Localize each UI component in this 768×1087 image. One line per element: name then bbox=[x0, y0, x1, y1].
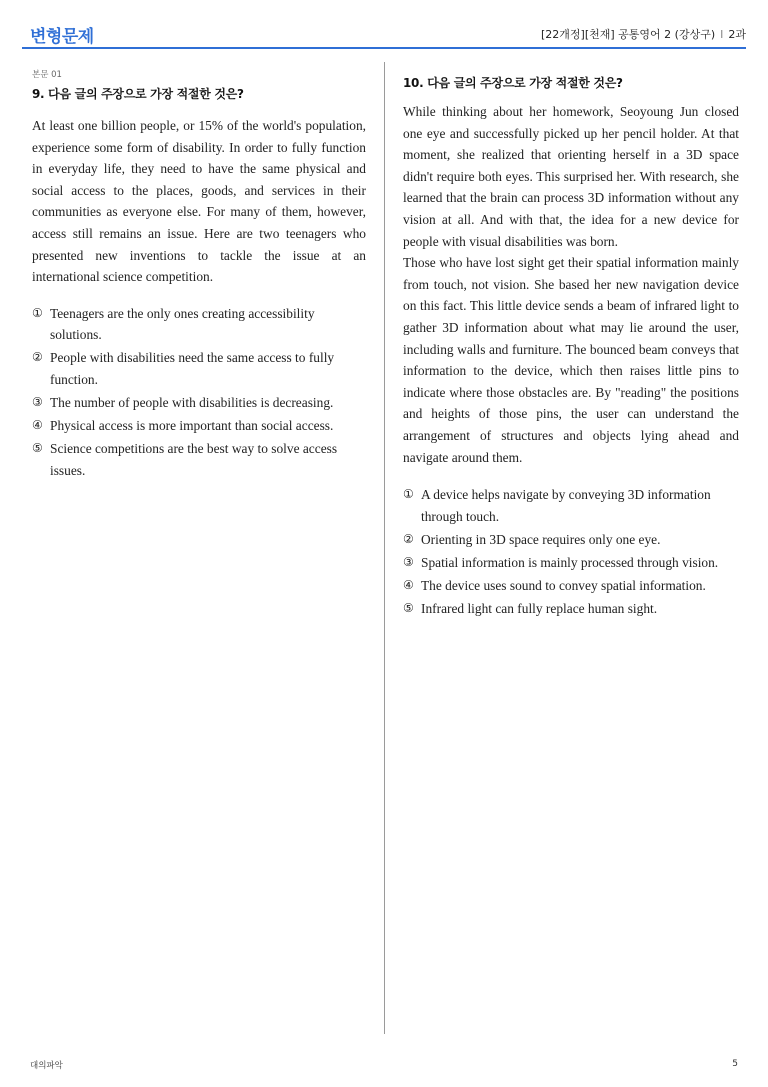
question-9-title: 9. 다음 글의 주장으로 가장 적절한 것은? bbox=[32, 87, 244, 101]
option-text: Infrared light can fully replace human sight. bbox=[421, 601, 658, 617]
option-number: ⑤ bbox=[403, 601, 414, 616]
option-number: ③ bbox=[403, 554, 414, 569]
question-9-options bbox=[32, 303, 366, 482]
section-label: 본문 01 bbox=[32, 70, 62, 80]
option-number: ④ bbox=[403, 577, 414, 592]
answer-option-1[interactable] bbox=[403, 484, 739, 527]
question-10-passage bbox=[403, 101, 739, 468]
question-10-options bbox=[403, 484, 739, 620]
passage-paragraph: At least one billion people, or 15% of the world's population, experience some form of disability. In order to fully function in everyday life, they need to have the same physical and social access to the places, goods, and services in their communities as everyone else. For many of them, however, access still remains an issue. Here are two teenagers who presented new inventions to tackle the issue at an international science competition. bbox=[32, 118, 366, 285]
option-number: ⑤ bbox=[32, 441, 43, 456]
passage-paragraph-2: Those who have lost sight get their spatial information mainly from touch, not vision. She based her new navigation device on this fact. This little device sends a beam of infrared light to gather 3D information about what may lie around the user, including walls and furniture. The bounced beam conveys that information to the device, which then raises little pins to indicate where those obstacles are. By "reading" the positions and heights of those pins, the user can understand the arrangement of structures and objects lying ahead and navigate around them. bbox=[403, 255, 739, 465]
answer-option-2[interactable] bbox=[403, 529, 739, 551]
option-text: People with disabilities need the same access to fully function. bbox=[50, 350, 335, 388]
option-text: Teenagers are the only ones creating accessibility solutions. bbox=[50, 305, 315, 343]
option-text: A device helps navigate by conveying 3D information through touch. bbox=[421, 487, 711, 524]
option-text: Physical access is more important than social access. bbox=[50, 418, 334, 434]
option-text: The device uses sound to convey spatial information. bbox=[421, 577, 706, 593]
answer-option-3[interactable] bbox=[403, 552, 739, 574]
answer-option-5[interactable] bbox=[32, 438, 366, 481]
option-number: ① bbox=[403, 487, 414, 502]
answer-option-5[interactable] bbox=[403, 598, 739, 620]
option-number: ③ bbox=[32, 395, 43, 410]
header-source: [22개정][천재] 공통영어 2 (강상구) bbox=[541, 28, 716, 41]
question-10-title: 10. 다음 글의 주장으로 가장 적절한 것은? bbox=[403, 76, 623, 90]
header-rule bbox=[22, 47, 746, 49]
answer-option-2[interactable] bbox=[32, 347, 366, 390]
column-divider bbox=[384, 62, 385, 1034]
option-text: Science competitions are the best way to solve access issues. bbox=[50, 441, 338, 478]
left-column bbox=[32, 68, 366, 483]
page-number: 5 bbox=[732, 1059, 738, 1069]
passage-paragraph-1: While thinking about her homework, Seoyoung Jun closed one eye and successfully picked up her pencil holder. At that moment, she realized that orienting herself in a 3D space didn't require both eyes. This surprised her. With research, she learned that the brain can process 3D information without any vision at all. And with that, the idea for a new device for people with visual disabilities was born. bbox=[403, 104, 739, 249]
answer-option-4[interactable] bbox=[32, 415, 366, 437]
header-title: 변형문제 bbox=[30, 27, 94, 47]
answer-option-3[interactable] bbox=[32, 392, 366, 414]
option-text: Spatial information is mainly processed through vision. bbox=[421, 554, 719, 570]
header-separator: I bbox=[720, 28, 724, 41]
answer-option-1[interactable] bbox=[32, 303, 366, 346]
header-lesson: 2과 bbox=[728, 28, 746, 41]
option-number: ① bbox=[32, 305, 43, 320]
option-number: ② bbox=[403, 531, 414, 546]
right-column bbox=[403, 68, 739, 621]
option-number: ② bbox=[32, 350, 43, 365]
question-9-passage bbox=[32, 115, 366, 288]
page-header bbox=[30, 22, 746, 48]
footer-category: 대의파악 bbox=[30, 1061, 63, 1071]
option-text: The number of people with disabilities is decreasing. bbox=[50, 395, 334, 411]
answer-option-4[interactable] bbox=[403, 575, 739, 597]
option-text: Orienting in 3D space requires only one eye. bbox=[421, 531, 661, 547]
header-source-info bbox=[541, 26, 746, 42]
option-number: ④ bbox=[32, 418, 43, 433]
